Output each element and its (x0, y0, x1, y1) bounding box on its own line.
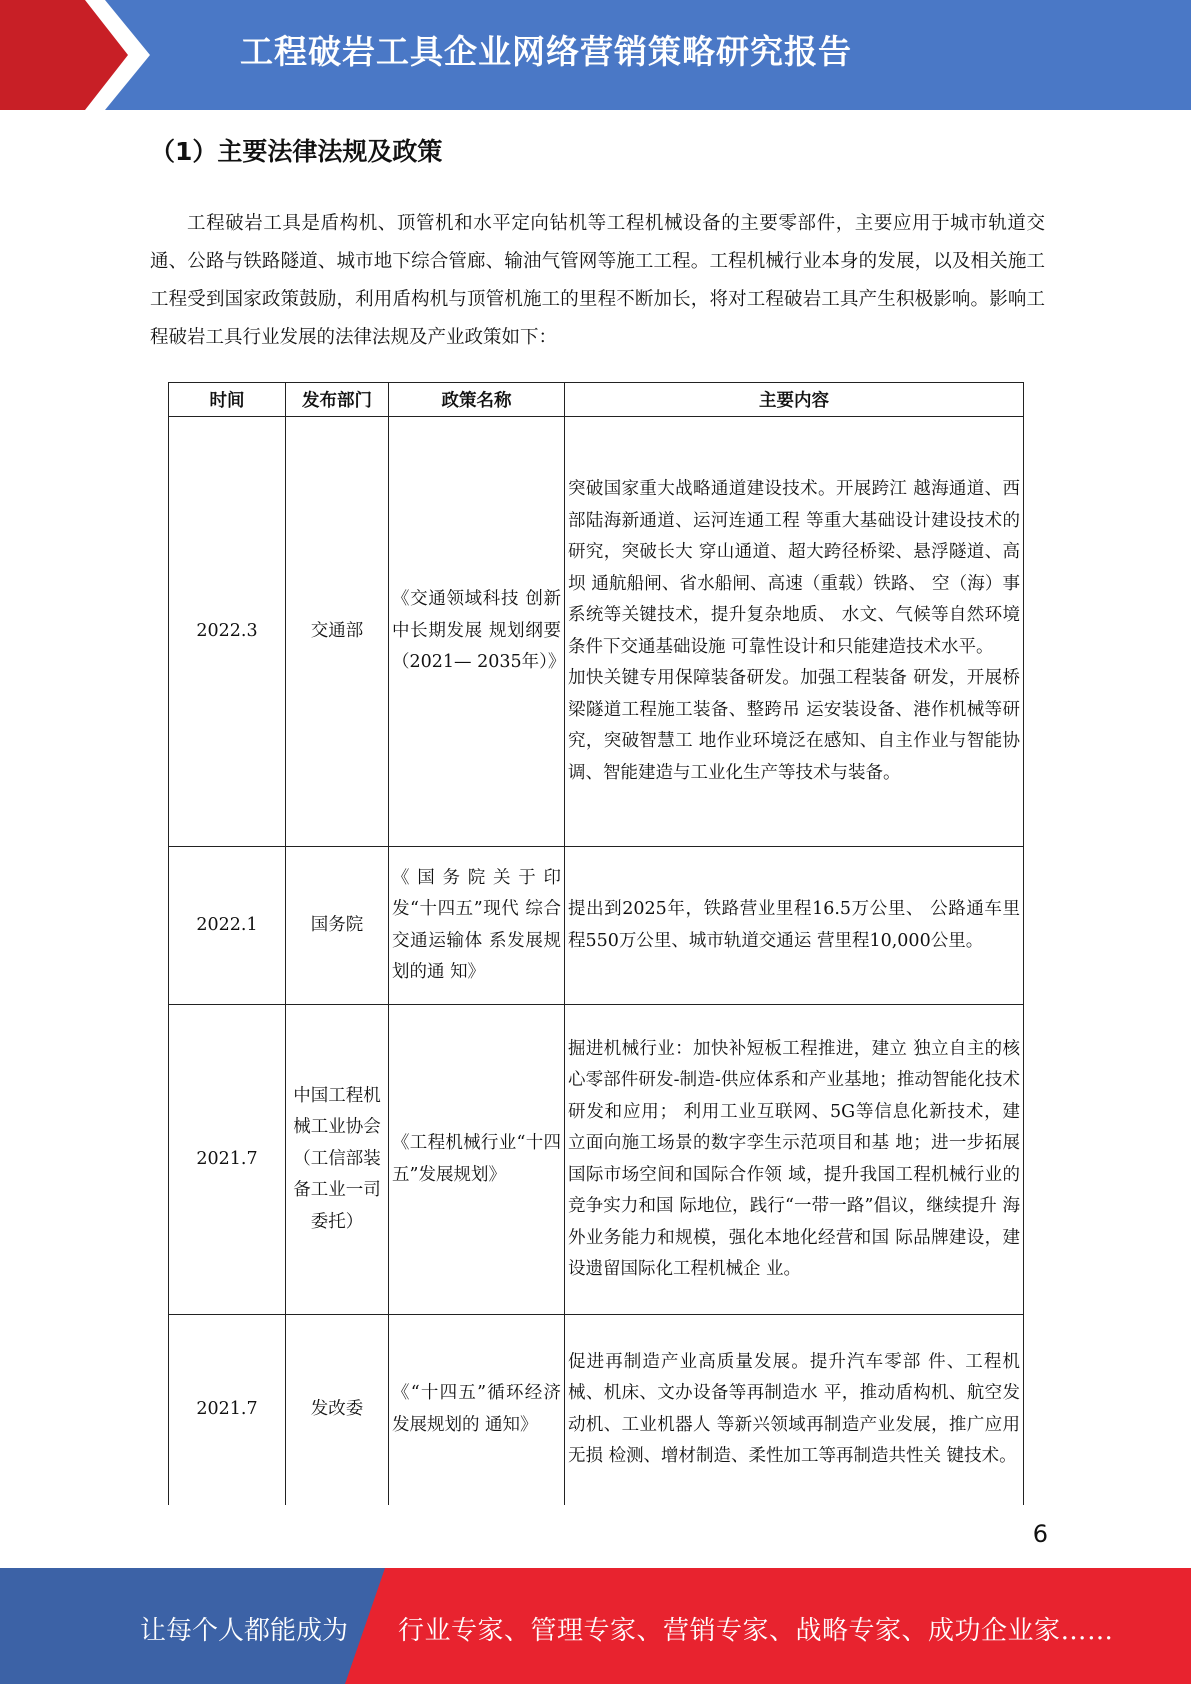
cell-policy-name: 《“十四五”循环经济发展规划的 通知》 (389, 1315, 565, 1505)
content-paragraph: 加快关键专用保障装备研发。加强工程装备 研发，开展桥梁隧道工程施工装备、整跨吊 运安装设备、港作机械等研究，突破智慧工 地作业环境泛在感知、自主作业与智能协 调、智能建造与工业化生产等技术与装备。 (568, 668, 1020, 783)
cell-time: 2021.7 (169, 1005, 286, 1315)
content-paragraph: 提出到2025年，铁路营业里程16.5万公里、 公路通车里程550万公里、城市轨道交通运 营里程10,000公里。 (568, 899, 1020, 951)
table-row (169, 417, 1024, 847)
table-row (169, 1315, 1024, 1505)
cell-content (565, 417, 1024, 847)
cell-content (565, 1005, 1024, 1315)
header-content: 主要内容 (565, 383, 1024, 417)
header-dept: 发布部门 (286, 383, 389, 417)
section-heading: （1）主要法律法规及政策 (150, 137, 443, 166)
cell-policy-name: 《国务院关于印 发“十四五”现代 综合交通运输体 系发展规划的通 知》 (389, 847, 565, 1005)
header-name: 政策名称 (389, 383, 565, 417)
cell-content (565, 1315, 1024, 1505)
page-number: 6 (1032, 1520, 1048, 1548)
table-header-row (169, 383, 1024, 417)
policy-table (168, 382, 1024, 1505)
intro-paragraph: 工程破岩工具是盾构机、顶管机和水平定向钻机等工程机械设备的主要零部件，主要应用于城市轨道交通、公路与铁路隧道、城市地下综合管廊、输油气管网等施工工程。工程机械行业本身的发展，以及相关施工工程受到国家政策鼓励，利用盾构机与顶管机施工的里程不断加长，将对工程破岩工具产生积极影响。影响工程破岩工具行业发展的法律法规及产业政策如下： (150, 213, 1045, 348)
cell-time: 2022.3 (169, 417, 286, 847)
content-paragraph: 掘进机械行业：加快补短板工程推进，建立 独立自主的核心零部件研发-制造-供应体系和产业基地；推动智能化技术研发和应用； 利用工业互联网、5G等信息化新技术，建 立面向施工场景的数字孪生示范项目和基 地；进一步拓展国际市场空间和国际合作领 域，提升我国工程机械行业的竞争实力和国 际地位，践行“一带一路”倡议，继续提升 海外业务能力和规模，强化本地化经营和国 际品牌建设，建设遗留国际化工程机械企 业。 (568, 1038, 1020, 1279)
table-row (169, 1005, 1024, 1315)
page-footer (0, 1568, 1191, 1684)
cell-dept: 国务院 (286, 847, 389, 1005)
content-paragraph: 促进再制造产业高质量发展。提升汽车零部 件、工程机械、机床、文办设备等再制造水 平，推动盾构机、航空发动机、工业机器人 等新兴领域再制造产业发展，推广应用无损 检测、增材制造、柔性加工等再制造共性关 键技术。 (568, 1351, 1020, 1467)
cell-content (565, 847, 1024, 1005)
cell-policy-name: 《工程机械行业“十四五”发展规划》 (389, 1005, 565, 1315)
cell-time: 2022.1 (169, 847, 286, 1005)
content-paragraph: 突破国家重大战略通道建设技术。开展跨江 越海通道、西部陆海新通道、运河连通工程 等重大基础设计建设技术的研究，突破长大 穿山通道、超大跨径桥梁、悬浮隧道、高坝 通航船闸、省水船闸、高速（重载）铁路、 空（海）事系统等关键技术，提升复杂地质、 水文、气候等自然环境条件下交通基础设施 可靠性设计和只能建造技术水平。 (568, 479, 1020, 657)
page-header (0, 0, 1191, 110)
cell-dept: 发改委 (286, 1315, 389, 1505)
report-title: 工程破岩工具企业网络营销策略研究报告 (240, 32, 852, 71)
table-row (169, 847, 1024, 1005)
header-time: 时间 (169, 383, 286, 417)
cell-dept: 交通部 (286, 417, 389, 847)
footer-slogan-left: 让每个人都能成为 (140, 1616, 349, 1646)
cell-dept: 中国工程机械工业协会（工信部装备工业一司委托） (286, 1005, 389, 1315)
cell-time: 2021.7 (169, 1315, 286, 1505)
cell-policy-name: 《交通领域科技 创新中长期发展 规划纲要（2021— 2035年）》 (389, 417, 565, 847)
footer-slogan-right: 行业专家、管理专家、营销专家、战略专家、成功企业家…… (398, 1616, 1114, 1646)
